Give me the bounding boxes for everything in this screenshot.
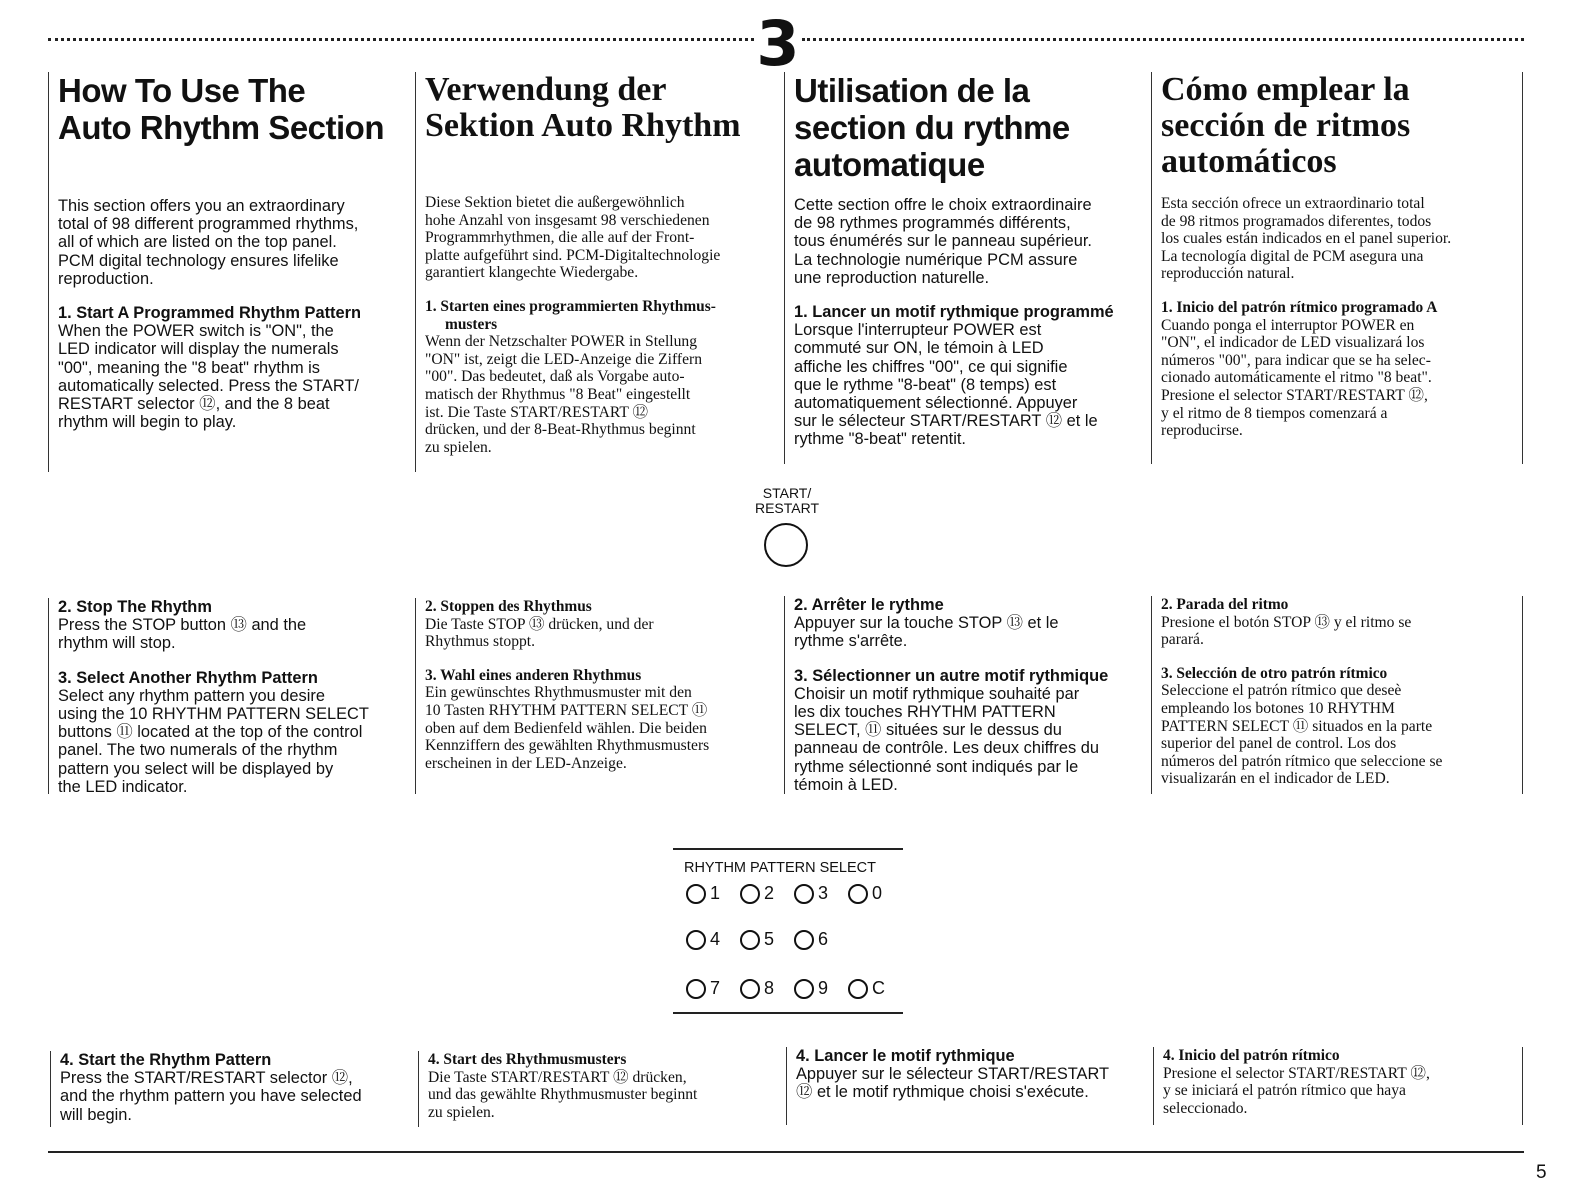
german-step2-heading: 2. Stoppen des Rhythmus xyxy=(425,598,592,615)
text-line: La technologie numérique PCM assure xyxy=(794,250,1078,269)
text-line: garantiert klangechte Wiedergabe. xyxy=(425,264,639,282)
text-line: Die Taste STOP ⑬ drücken, und der xyxy=(425,615,654,633)
text-line: using the 10 RHYTHM PATTERN SELECT xyxy=(58,705,369,724)
text-line: Appuyer sur le sélecteur START/RESTART xyxy=(796,1065,1110,1084)
text-line: platte aufgeführt sind. PCM-Digitaltechnologie xyxy=(425,246,721,264)
rhythm-button-row-3 xyxy=(686,978,902,999)
text-line: ist. Die Taste START/RESTART ⑫ xyxy=(425,403,649,421)
spanish-step4-heading: 4. Inicio del patrón rítmico xyxy=(1163,1047,1340,1064)
text-line: sur le sélecteur START/RESTART ⑫ et le xyxy=(794,412,1098,431)
text-line: automatically selected. Press the START/ xyxy=(58,376,359,395)
french-intro xyxy=(794,196,1156,287)
german-step1-heading xyxy=(425,298,785,333)
text-line: panel. The two numerals of the rhythm xyxy=(58,741,338,760)
rhythm-button-3 xyxy=(794,883,848,904)
text-line: Diese Sektion bietet die außergewöhnlich xyxy=(425,194,685,211)
text-line: will begin. xyxy=(60,1105,132,1124)
text-line: commuté sur ON, le témoin à LED xyxy=(794,339,1044,358)
german-intro-column xyxy=(415,72,785,472)
text-line: RESTART selector ⑫, and the 8 beat xyxy=(58,395,330,414)
button-number: 0 xyxy=(872,883,883,903)
text-line: and the rhythm pattern you have selected xyxy=(60,1087,362,1106)
bottom-rule xyxy=(48,1151,1524,1153)
text-line: Choisir un motif rythmique souhaité par xyxy=(794,684,1080,703)
text-line: When the POWER switch is "ON", the xyxy=(58,322,334,341)
button-circle-icon xyxy=(848,884,868,904)
text-line: de 98 rythmes programmés différents, xyxy=(794,214,1071,233)
text-line: hohe Anzahl von insgesamt 98 verschiedenen xyxy=(425,211,710,229)
text-line: rythme s'arrête. xyxy=(794,632,908,651)
button-circle-icon xyxy=(794,979,814,999)
french-step1-heading: 1. Lancer un motif rythmique programmé xyxy=(794,303,1114,322)
chapter-number: 3 xyxy=(756,7,800,80)
text-line: zu spielen. xyxy=(425,438,492,456)
button-number: 6 xyxy=(818,929,829,949)
french-step3-heading: 3. Sélectionner un autre motif rythmique xyxy=(794,666,1109,685)
rhythm-button-6 xyxy=(794,929,848,950)
text-line: Rhythmus stoppt. xyxy=(425,633,536,651)
text-line: témoin à LED. xyxy=(794,775,898,794)
button-number: 3 xyxy=(818,883,829,903)
text-line: Die Taste START/RESTART ⑫ drücken, xyxy=(428,1068,687,1086)
button-number: 2 xyxy=(764,883,775,903)
text-line: pattern you select will be displayed by xyxy=(58,759,334,778)
panel-bottom-rule xyxy=(673,1012,903,1014)
text-line: seleccionado. xyxy=(1163,1099,1248,1117)
title-line: Cómo emplear la xyxy=(1161,71,1410,108)
german-step3-heading: 3. Wahl eines anderen Rhythmus xyxy=(425,666,642,684)
button-circle-icon xyxy=(740,884,760,904)
text-line: une reproduction naturelle. xyxy=(794,268,989,287)
english-intro xyxy=(58,197,420,288)
text-line: Lorsque l'interrupteur POWER est xyxy=(794,321,1042,340)
text-line: "ON" ist, zeigt die LED-Anzeige die Ziffern xyxy=(425,350,703,368)
spanish-step2-heading: 2. Parada del ritmo xyxy=(1161,596,1289,613)
text-line: Kennziffern des gewählten Rhythmusmusters xyxy=(425,737,710,755)
text-line: Cuando ponga el interruptor POWER en xyxy=(1161,316,1415,334)
german-step3-body xyxy=(425,684,785,772)
english-step1-heading: 1. Start A Programmed Rhythm Pattern xyxy=(58,304,361,323)
english-step1-body xyxy=(58,322,420,431)
text-line: los cuales están indicados en el panel superior. xyxy=(1161,230,1452,248)
text-line: 10 Tasten RHYTHM PATTERN SELECT ⑪ xyxy=(425,701,708,719)
text-line: Presione el selector START/RESTART ⑫, xyxy=(1163,1064,1430,1082)
spanish-step3-body xyxy=(1161,682,1522,788)
french-step4-column xyxy=(786,1047,1156,1125)
text-line: LED indicator will display the numerals xyxy=(58,340,339,359)
text-line: rhythm will begin to play. xyxy=(58,413,237,432)
text-line: Seleccione el patrón rítmico que deseè xyxy=(1161,682,1402,700)
panel-top-rule xyxy=(673,848,903,850)
english-intro-column xyxy=(48,72,420,472)
text-line: panneau de contrôle. Les deux chiffres du xyxy=(794,739,1099,758)
text-line: und das gewählte Rhythmusmuster beginnt xyxy=(428,1086,698,1104)
top-dotted-rule-right xyxy=(802,38,1524,41)
text-line: reproducirse. xyxy=(1161,422,1243,440)
text-line: START/ xyxy=(762,485,812,501)
text-line: les dix touches RHYTHM PATTERN xyxy=(794,703,1056,722)
german-intro xyxy=(425,194,785,282)
title-line: Verwendung der xyxy=(425,71,667,108)
text-line: "00", meaning the "8 beat" rhythm is xyxy=(58,358,320,377)
english-steps-2-3-column xyxy=(48,598,420,794)
rhythm-button-0 xyxy=(848,883,902,904)
text-line: números del patrón rítmico que seleccione se xyxy=(1161,752,1443,770)
rhythm-button-8 xyxy=(740,978,794,999)
german-step2-body xyxy=(425,616,785,651)
text-line: rythme sélectionné sont indiqués par le xyxy=(794,757,1079,776)
french-step4-body xyxy=(796,1065,1156,1101)
button-number: 5 xyxy=(764,929,775,949)
title-line: How To Use The xyxy=(58,72,306,109)
english-step4-heading: 4. Start the Rhythm Pattern xyxy=(60,1051,272,1069)
text-line: Press the STOP button ⑬ and the xyxy=(58,616,307,635)
rhythm-button-5 xyxy=(740,929,794,950)
german-steps-2-3-column xyxy=(415,598,785,794)
text-line: empleando los botones 10 RHYTHM xyxy=(1161,699,1395,717)
text-line: reproducción natural. xyxy=(1161,265,1295,283)
french-steps-2-3-column xyxy=(784,596,1156,794)
button-circle-icon xyxy=(740,979,760,999)
rhythm-button-7 xyxy=(686,978,740,999)
text-line: zu spielen. xyxy=(428,1103,495,1121)
spanish-intro-column xyxy=(1151,72,1523,464)
spanish-step4-body xyxy=(1163,1065,1522,1118)
german-step1-body xyxy=(425,333,785,456)
button-circle-icon xyxy=(740,930,760,950)
rhythm-button-4 xyxy=(686,929,740,950)
title-line: automatique xyxy=(794,146,985,183)
title-line: automáticos xyxy=(1161,143,1337,180)
text-line: Select any rhythm pattern you desire xyxy=(58,686,325,705)
english-step4-column xyxy=(50,1051,420,1127)
start-restart-label xyxy=(742,486,832,516)
text-line: números "00", para indicar que se ha selec- xyxy=(1161,351,1431,369)
button-circle-icon xyxy=(848,979,868,999)
english-step3-body xyxy=(58,687,420,796)
text-line: Esta sección ofrece un extraordinario total xyxy=(1161,195,1425,212)
text-line: rhythm will stop. xyxy=(58,634,176,653)
button-number: 4 xyxy=(710,929,721,949)
rhythm-button-1 xyxy=(686,883,740,904)
text-line: SELECT, ⑪ situées sur le dessus du xyxy=(794,721,1062,740)
english-step4-body xyxy=(60,1069,420,1124)
page-number: 5 xyxy=(1536,1162,1547,1183)
text-line: "00". Das bedeutet, daß als Vorgabe auto- xyxy=(425,368,685,386)
button-circle-icon xyxy=(686,930,706,950)
button-number: 1 xyxy=(710,883,721,903)
text-line: ⑫ et le motif rythmique choisi s'exécute. xyxy=(796,1083,1089,1102)
spanish-step1-heading: 1. Inicio del patrón rítmico programado A xyxy=(1161,298,1438,316)
text-line: parará. xyxy=(1161,631,1204,649)
french-title xyxy=(794,72,1156,183)
text-line: buttons ⑪ located at the top of the control xyxy=(58,723,363,742)
start-restart-button-illustration xyxy=(764,523,808,567)
text-line: matisch der Rhythmus "8 Beat" eingestellt xyxy=(425,385,691,403)
german-step4-body xyxy=(428,1069,786,1122)
button-number: 9 xyxy=(818,978,829,998)
french-intro-column xyxy=(784,72,1156,464)
rhythm-pattern-select-label: RHYTHM PATTERN SELECT xyxy=(683,860,876,876)
text-line: PCM digital technology ensures lifelike xyxy=(58,251,339,270)
text-line: Wenn der Netzschalter POWER in Stellung xyxy=(425,333,697,351)
text-line: y se iniciará el patrón rítmico que haya xyxy=(1163,1082,1406,1100)
title-line: Sektion Auto Rhythm xyxy=(425,107,741,144)
spanish-step1-body xyxy=(1161,317,1522,440)
text-line: erscheinen in der LED-Anzeige. xyxy=(425,754,627,772)
text-line: de 98 ritmos programados diferentes, todos xyxy=(1161,212,1432,230)
text-line: reproduction. xyxy=(58,269,154,288)
text-line: que le rythme "8-beat" (8 temps) est xyxy=(794,375,1057,394)
text-line: drücken, und der 8-Beat-Rhythmus beginnt xyxy=(425,421,696,439)
text-line: all of which are listed on the top panel. xyxy=(58,233,337,252)
title-line: sección de ritmos xyxy=(1161,107,1411,144)
rhythm-button-row-2 xyxy=(686,929,848,950)
german-step4-heading: 4. Start des Rhythmusmusters xyxy=(428,1051,627,1068)
rhythm-button-row-1 xyxy=(686,883,902,904)
text-line: total of 98 different programmed rhythms, xyxy=(58,215,359,234)
text-line: automatiquement sélectionné. Appuyer xyxy=(794,394,1078,413)
text-line: Presione el botón STOP ⑬ y el ritmo se xyxy=(1161,613,1412,631)
german-step4-column xyxy=(418,1051,786,1127)
text-line: cionado automáticamente el ritmo "8 beat". xyxy=(1161,369,1432,387)
rhythm-button-c xyxy=(848,978,902,999)
text-line: tous énumérés sur le panneau supérieur. xyxy=(794,232,1092,251)
text-line: PATTERN SELECT ⑪ situados en la parte xyxy=(1161,717,1433,735)
title-line: Auto Rhythm Section xyxy=(58,109,384,146)
spanish-step2-body xyxy=(1161,614,1522,649)
text-line: Programmrhythmen, die alle auf der Front- xyxy=(425,229,695,247)
button-circle-icon xyxy=(794,884,814,904)
button-number: C xyxy=(872,978,885,998)
text-line: RESTART xyxy=(754,500,820,516)
french-step2-heading: 2. Arrêter le rythme xyxy=(794,596,944,614)
top-dotted-rule-left xyxy=(48,38,754,41)
title-line: section du rythme xyxy=(794,109,1070,146)
text-line: 1. Starten eines programmierten Rhythmus- xyxy=(425,297,716,315)
text-line: musters xyxy=(445,315,498,333)
button-number: 8 xyxy=(764,978,775,998)
button-circle-icon xyxy=(686,884,706,904)
text-line: affiche les chiffres "00", ce qui signifie xyxy=(794,357,1068,376)
english-step2-heading: 2. Stop The Rhythm xyxy=(58,598,212,616)
german-title xyxy=(425,72,785,144)
spanish-step4-column xyxy=(1153,1047,1523,1125)
button-circle-icon xyxy=(686,979,706,999)
button-circle-icon xyxy=(794,930,814,950)
spanish-step3-heading: 3. Selección de otro patrón rítmico xyxy=(1161,664,1388,682)
rhythm-button-2 xyxy=(740,883,794,904)
text-line: rythme "8-beat" retentit. xyxy=(794,430,966,449)
button-number: 7 xyxy=(710,978,721,998)
french-step1-body xyxy=(794,321,1156,448)
english-title xyxy=(58,72,420,146)
french-step4-heading: 4. Lancer le motif rythmique xyxy=(796,1047,1015,1065)
title-line: Utilisation de la xyxy=(794,72,1030,109)
french-step2-body xyxy=(794,614,1156,650)
rhythm-button-9 xyxy=(794,978,848,999)
french-step3-body xyxy=(794,685,1156,794)
text-line: This section offers you an extraordinary xyxy=(58,197,345,215)
text-line: superior del panel de control. Los dos xyxy=(1161,735,1397,753)
english-step3-heading: 3. Select Another Rhythm Pattern xyxy=(58,668,318,687)
text-line: Ein gewünschtes Rhythmusmuster mit den xyxy=(425,684,692,702)
spanish-title xyxy=(1161,72,1522,180)
spanish-intro xyxy=(1161,195,1522,283)
text-line: Cette section offre le choix extraordinaire xyxy=(794,196,1092,214)
spanish-steps-2-3-column xyxy=(1151,596,1523,794)
english-step2-body xyxy=(58,616,420,652)
text-line: visualizarán en el indicador de LED. xyxy=(1161,770,1390,788)
text-line: Press the START/RESTART selector ⑫, xyxy=(60,1069,353,1088)
text-line: y el ritmo de 8 tiempos comenzará a xyxy=(1161,404,1388,422)
text-line: the LED indicator. xyxy=(58,777,188,796)
text-line: oben auf dem Bedienfeld wählen. Die beiden xyxy=(425,719,707,737)
text-line: La tecnología digital de PCM asegura una xyxy=(1161,247,1424,265)
text-line: "ON", el indicador de LED visualizará los xyxy=(1161,334,1425,352)
text-line: Appuyer sur la touche STOP ⑬ et le xyxy=(794,614,1059,633)
text-line: Presione el selector START/RESTART ⑫, xyxy=(1161,386,1428,404)
